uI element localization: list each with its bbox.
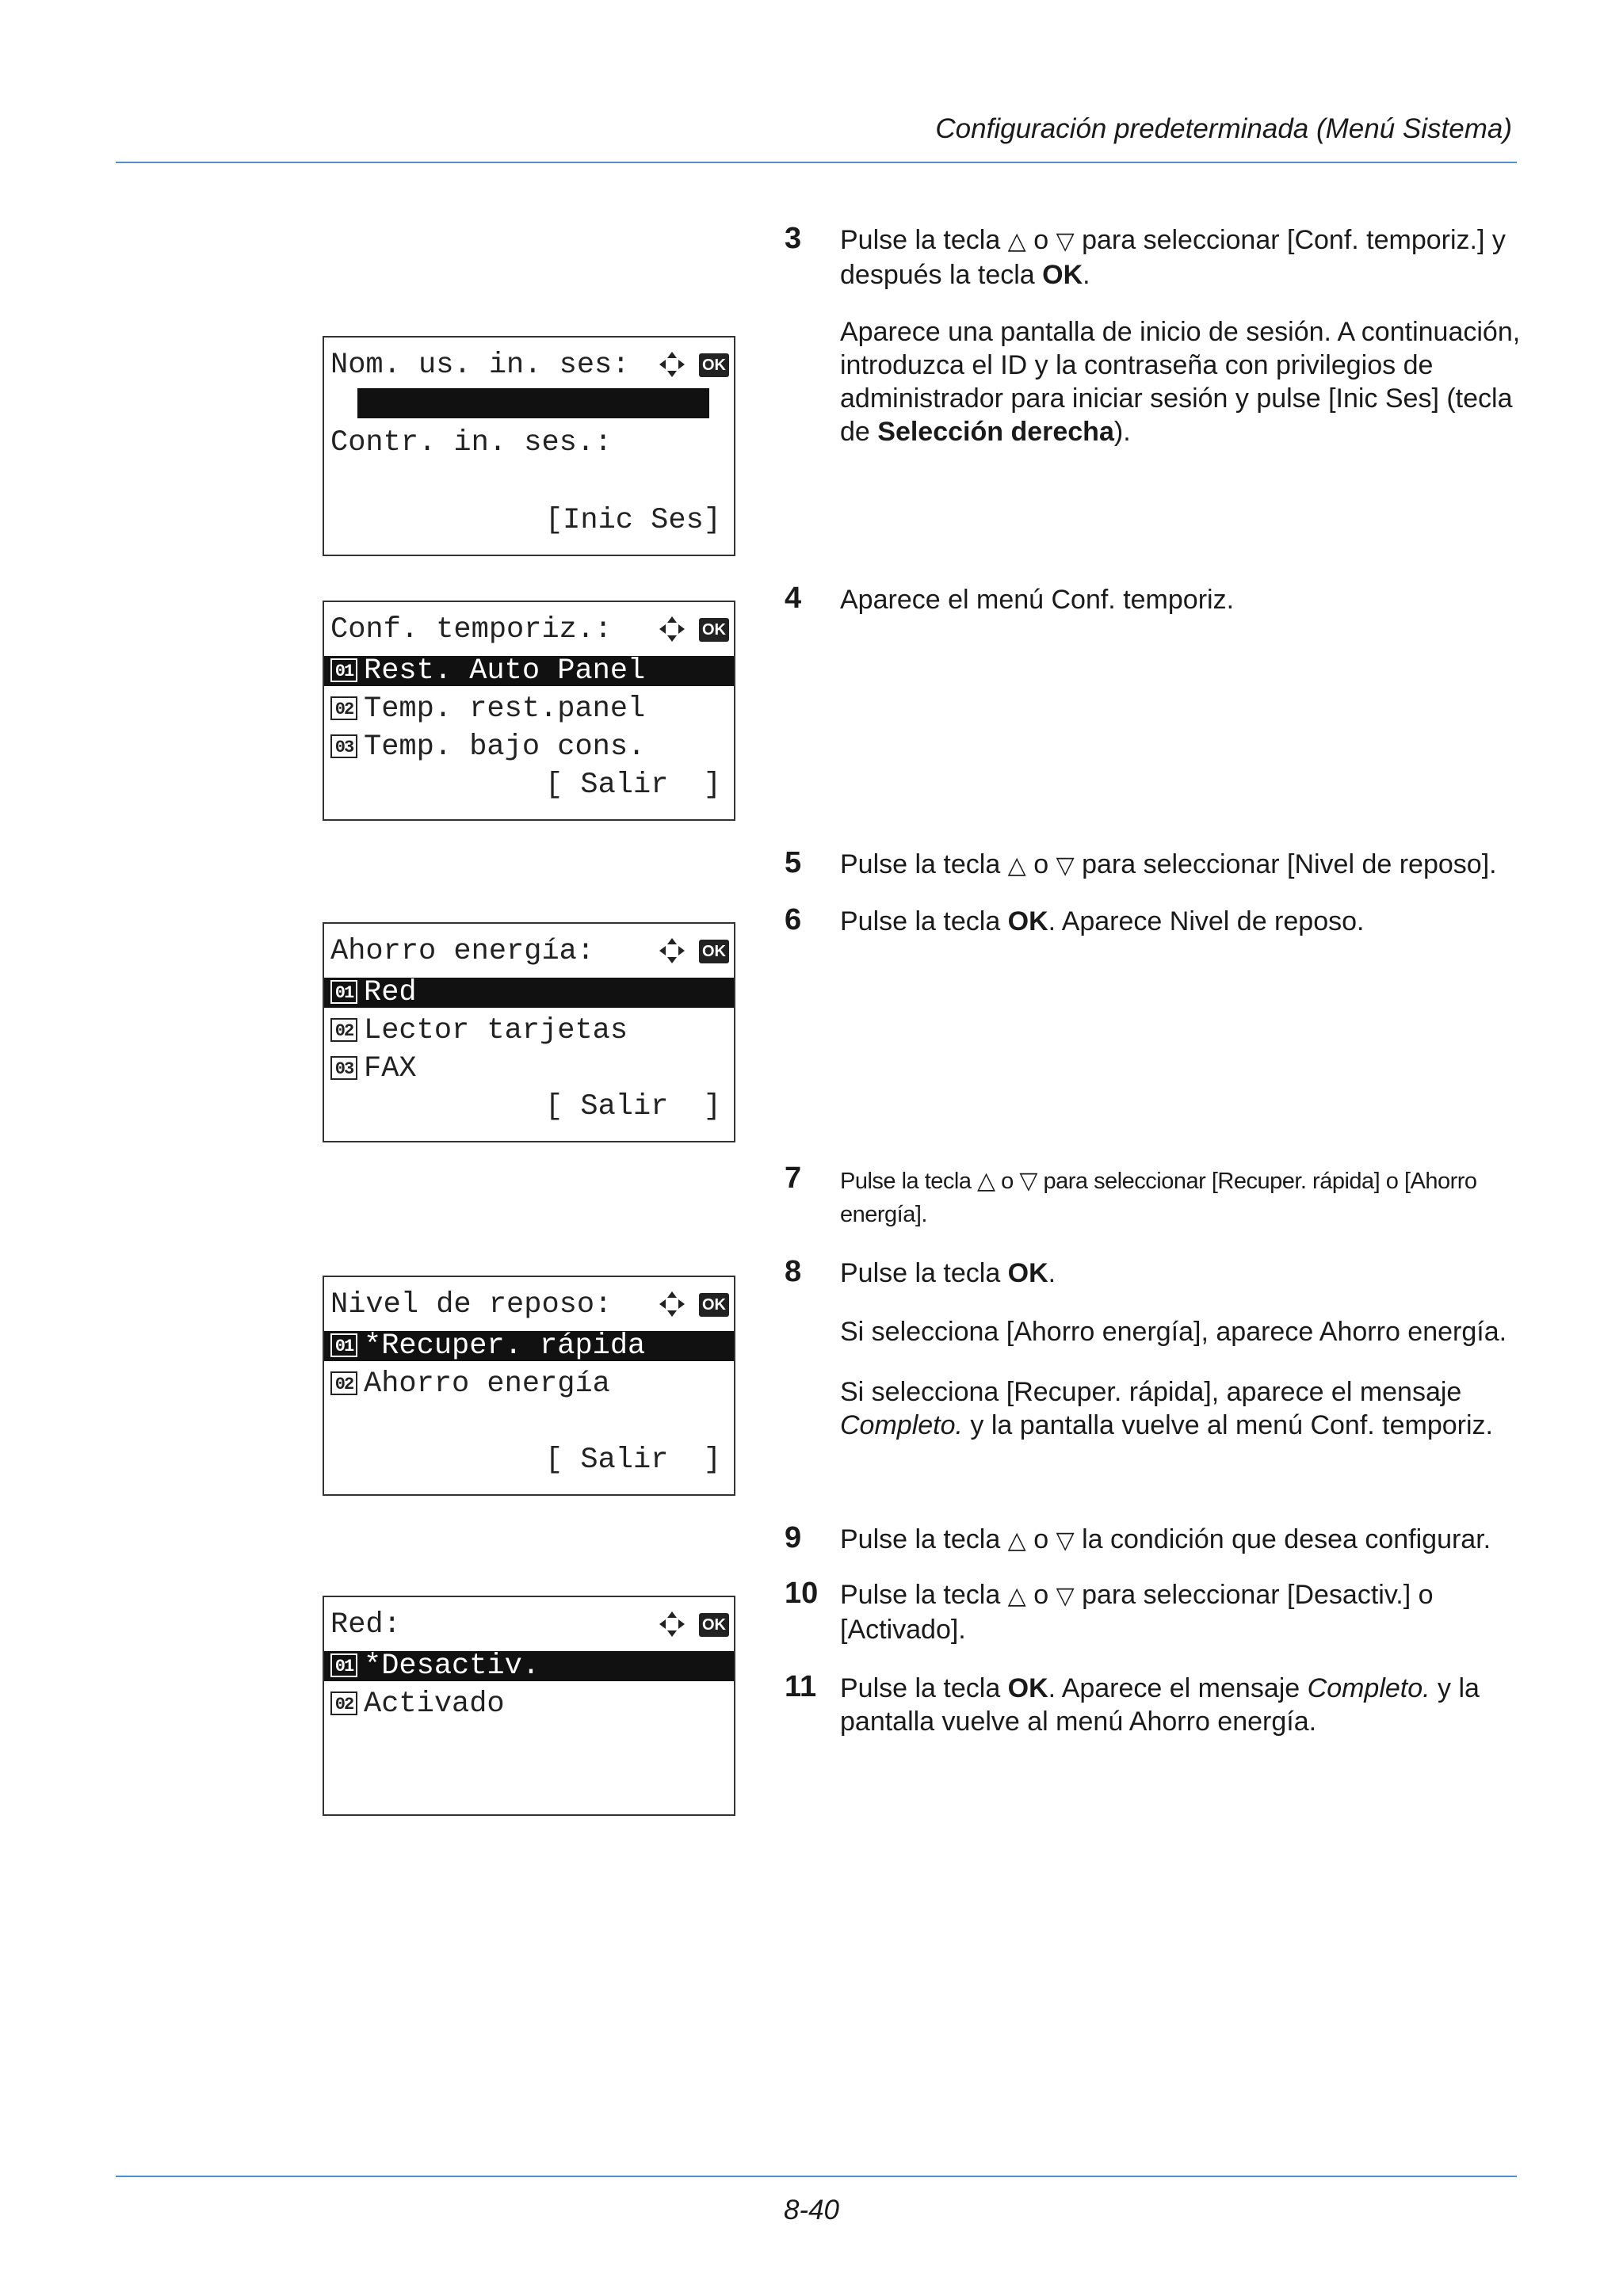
header-rule: [116, 162, 1517, 163]
ok-key-icon: OK: [699, 1613, 729, 1637]
step-number: 10: [785, 1577, 819, 1610]
menu-item-label: Lector tarjetas: [364, 1014, 628, 1047]
softkey-exit[interactable]: [ Salir ]: [544, 769, 721, 802]
item-number-icon: 02: [330, 1691, 357, 1715]
menu-item-label: FAX: [364, 1052, 417, 1085]
ok-key-icon: OK: [699, 940, 729, 963]
menu-item[interactable]: [330, 1014, 628, 1047]
up-arrow-icon: △: [1007, 852, 1026, 879]
softkey-exit[interactable]: [ Salir ]: [544, 1444, 721, 1477]
menu-item[interactable]: [330, 1052, 417, 1085]
footer-rule: [116, 2176, 1517, 2177]
nav-arrows-icon: [658, 615, 686, 643]
nav-arrows-icon: [658, 350, 686, 379]
menu-item[interactable]: [330, 730, 645, 764]
step-number: 5: [785, 846, 802, 879]
menu-item[interactable]: [324, 1331, 734, 1361]
menu-item-label: *Desactiv.: [364, 1650, 540, 1683]
step-text: Pulse la tecla △ o ▽ para seleccionar [Conf. temporiz.] y después la tecla OK.: [840, 225, 1506, 290]
step-number: 7: [785, 1161, 802, 1195]
menu-item-label: Rest. Auto Panel: [364, 654, 646, 688]
ok-key-icon: OK: [699, 353, 729, 377]
ok-key-icon: OK: [699, 1293, 729, 1317]
step-text: Pulse la tecla △ o ▽ para seleccionar [Recuper. rápida] o [Ahorro energía].: [840, 1167, 1477, 1227]
energy-menu-title: Ahorro energía:: [330, 935, 595, 968]
step-note: Si selecciona [Ahorro energía], aparece Ahorro energía.: [840, 1317, 1507, 1347]
ok-key-icon: OK: [699, 618, 729, 642]
step-text: Aparece el menú Conf. temporiz.: [840, 585, 1235, 615]
menu-item-label: *Recuper. rápida: [364, 1329, 646, 1363]
menu-item[interactable]: [330, 1688, 505, 1721]
down-arrow-icon: ▽: [1056, 227, 1075, 255]
header-title: Configuración predeterminada (Menú Sistema): [935, 113, 1512, 144]
item-number-icon: 02: [330, 696, 357, 720]
lcd-energy-panel: [323, 922, 735, 1142]
username-input-field[interactable]: [357, 388, 709, 418]
menu-item-label: Temp. bajo cons.: [364, 730, 646, 764]
down-arrow-icon: ▽: [1056, 1527, 1075, 1554]
menu-item[interactable]: [330, 692, 645, 726]
item-number-icon: 02: [330, 1371, 357, 1395]
up-arrow-icon: △: [1007, 227, 1026, 255]
lcd-network-panel: [323, 1596, 735, 1816]
step-number: 3: [785, 222, 802, 255]
step-note: Aparece una pantalla de inicio de sesión. A continuación, introduzca el ID y la contraseña con privilegios de administrador para iniciar sesión y pulse [Inic Ses] (tecla de Selección derecha).: [840, 317, 1521, 447]
menu-item-label: Activado: [364, 1688, 505, 1721]
softkey-login[interactable]: [Inic Ses]: [544, 504, 721, 537]
step-text: Pulse la tecla △ o ▽ para seleccionar [Nivel de reposo].: [840, 849, 1497, 879]
login-username-label: Nom. us. in. ses:: [330, 349, 630, 382]
down-arrow-icon: ▽: [1056, 1582, 1075, 1610]
sleep-menu-title: Nivel de reposo:: [330, 1288, 613, 1322]
nav-arrows-icon: [658, 936, 686, 965]
menu-item-label: Red: [364, 976, 417, 1009]
lcd-sleep-panel: [323, 1276, 735, 1496]
timer-menu-title: Conf. temporiz.:: [330, 613, 613, 646]
step-number: 9: [785, 1521, 802, 1554]
step-note: Si selecciona [Recuper. rápida], aparece el mensaje Completo. y la pantalla vuelve al menú Conf. temporiz.: [840, 1377, 1493, 1440]
softkey-exit[interactable]: [ Salir ]: [544, 1090, 721, 1123]
down-arrow-icon: ▽: [1019, 1167, 1037, 1195]
menu-item[interactable]: [324, 978, 734, 1008]
menu-item[interactable]: [324, 656, 734, 686]
lcd-timer-panel: [323, 601, 735, 821]
item-number-icon: 03: [330, 734, 357, 758]
step-number: 6: [785, 903, 802, 936]
nav-arrows-icon: [658, 1290, 686, 1318]
item-number-icon: 01: [330, 1653, 357, 1677]
menu-item[interactable]: [324, 1651, 734, 1681]
step-number: 8: [785, 1255, 802, 1288]
item-number-icon: 01: [330, 1333, 357, 1357]
up-arrow-icon: △: [977, 1167, 995, 1195]
step-text: Pulse la tecla OK. Aparece el mensaje Completo. y la pantalla vuelve al menú Ahorro energía.: [840, 1673, 1480, 1737]
item-number-icon: 03: [330, 1056, 357, 1080]
up-arrow-icon: △: [1007, 1527, 1026, 1554]
page-number: 8-40: [783, 2195, 840, 2225]
down-arrow-icon: ▽: [1056, 852, 1075, 879]
lcd-login-panel: [323, 336, 735, 556]
menu-item-label: Ahorro energía: [364, 1367, 610, 1401]
step-number: 4: [785, 582, 802, 615]
menu-item[interactable]: [330, 1367, 610, 1401]
step-text: Pulse la tecla OK.: [840, 1258, 1056, 1288]
nav-arrows-icon: [658, 1610, 686, 1638]
menu-item-label: Temp. rest.panel: [364, 692, 646, 726]
login-password-label: Contr. in. ses.:: [330, 426, 613, 460]
item-number-icon: 02: [330, 1018, 357, 1042]
step-text: Pulse la tecla OK. Aparece Nivel de reposo.: [840, 906, 1365, 936]
step-text: Pulse la tecla △ o ▽ para seleccionar [Desactiv.] o [Activado].: [840, 1580, 1434, 1645]
up-arrow-icon: △: [1007, 1582, 1026, 1610]
step-text: Pulse la tecla △ o ▽ la condición que desea configurar.: [840, 1524, 1491, 1554]
step-number: 11: [785, 1670, 817, 1703]
item-number-icon: 01: [330, 658, 357, 682]
network-menu-title: Red:: [330, 1608, 401, 1642]
item-number-icon: 01: [330, 980, 357, 1004]
